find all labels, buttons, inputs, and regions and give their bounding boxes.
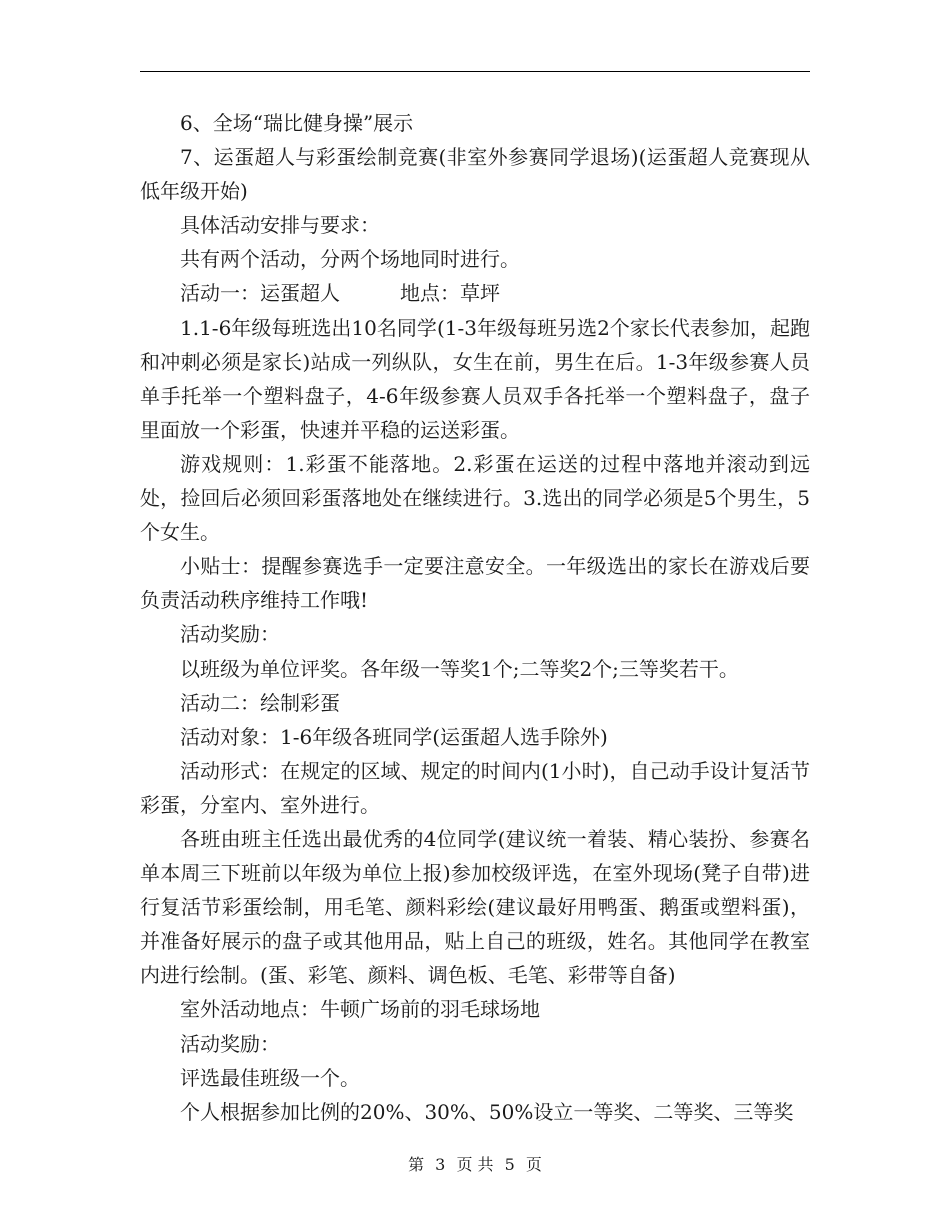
document-body bbox=[140, 106, 810, 1129]
footer-suffix: 页 bbox=[525, 1155, 542, 1174]
page-footer bbox=[0, 1153, 950, 1177]
total-pages-number: 5 bbox=[504, 1155, 515, 1174]
paragraph: 1.1-6年级每班选出10名同学(1-3年级每班另选2个家长代表参加，起跑和冲刺必须是家长)站成一列纵队，女生在前，男生在后。1-3年级参赛人员单手托举一个塑料盘子，4-6年级参赛人员双手各托举一个塑料盘子，盘子里面放一个彩蛋，快速并平稳的运送彩蛋。 bbox=[140, 315, 810, 442]
footer-middle: 页 共 bbox=[456, 1155, 494, 1174]
paragraph: 具体活动安排与要求： bbox=[180, 213, 380, 238]
paragraph: 6、全场“瑞比健身操”展示 bbox=[180, 111, 414, 135]
paragraph: 评选最佳班级一个。 bbox=[180, 1065, 360, 1090]
footer-prefix: 第 bbox=[408, 1155, 425, 1174]
paragraph: 7、运蛋超人与彩蛋绘制竞赛(非室外参赛同学退场)(运蛋超人竞赛现从低年级开始) bbox=[140, 145, 810, 204]
paragraph: 各班由班主任选出最优秀的4位同学(建议统一着装、精心装扮、参赛名单本周三下班前以年级为单位上报)参加校级评选，在室外现场(凳子自带)进行复活节彩蛋绘制，用毛笔、颜料彩绘(建议最好用鸭蛋、鹅蛋或塑料蛋)，并准备好展示的盘子或其他用品，贴上自己的班级，姓名。其他同学在教室内进行绘制。(蛋、彩笔、颜料、调色板、毛笔、彩带等自备) bbox=[140, 826, 810, 988]
paragraph: 小贴士：提醒参赛选手一定要注意安全。一年级选出的家长在游戏后要负责活动秩序维持工作哦! bbox=[140, 554, 810, 613]
current-page-number: 3 bbox=[435, 1155, 446, 1174]
paragraph: 以班级为单位评奖。各年级一等奖1个;二等奖2个;三等奖若干。 bbox=[180, 656, 739, 681]
paragraph: 室外活动地点：牛顿广场前的羽毛球场地 bbox=[180, 997, 540, 1022]
paragraph: 活动对象：1-6年级各班同学(运蛋超人选手除外) bbox=[180, 724, 608, 749]
paragraph: 活动二：绘制彩蛋 bbox=[180, 690, 340, 715]
paragraph: 活动一：运蛋超人 地点：草坪 bbox=[180, 281, 500, 306]
paragraph: 活动形式：在规定的区域、规定的时间内(1小时)，自己动手设计复活节彩蛋，分室内、室外进行。 bbox=[140, 758, 810, 817]
paragraph: 共有两个活动，分两个场地同时进行。 bbox=[180, 247, 520, 272]
header-rule bbox=[140, 71, 810, 72]
paragraph: 活动奖励： bbox=[180, 1031, 280, 1056]
paragraph: 游戏规则：1.彩蛋不能落地。2.彩蛋在运送的过程中落地并滚动到远处，捡回后必须回彩蛋落地处在继续进行。3.选出的同学必须是5个男生，5个女生。 bbox=[140, 451, 810, 545]
paragraph: 活动奖励： bbox=[180, 622, 280, 647]
paragraph: 个人根据参加比例的20%、30%、50%设立一等奖、二等奖、三等奖 bbox=[180, 1099, 794, 1124]
